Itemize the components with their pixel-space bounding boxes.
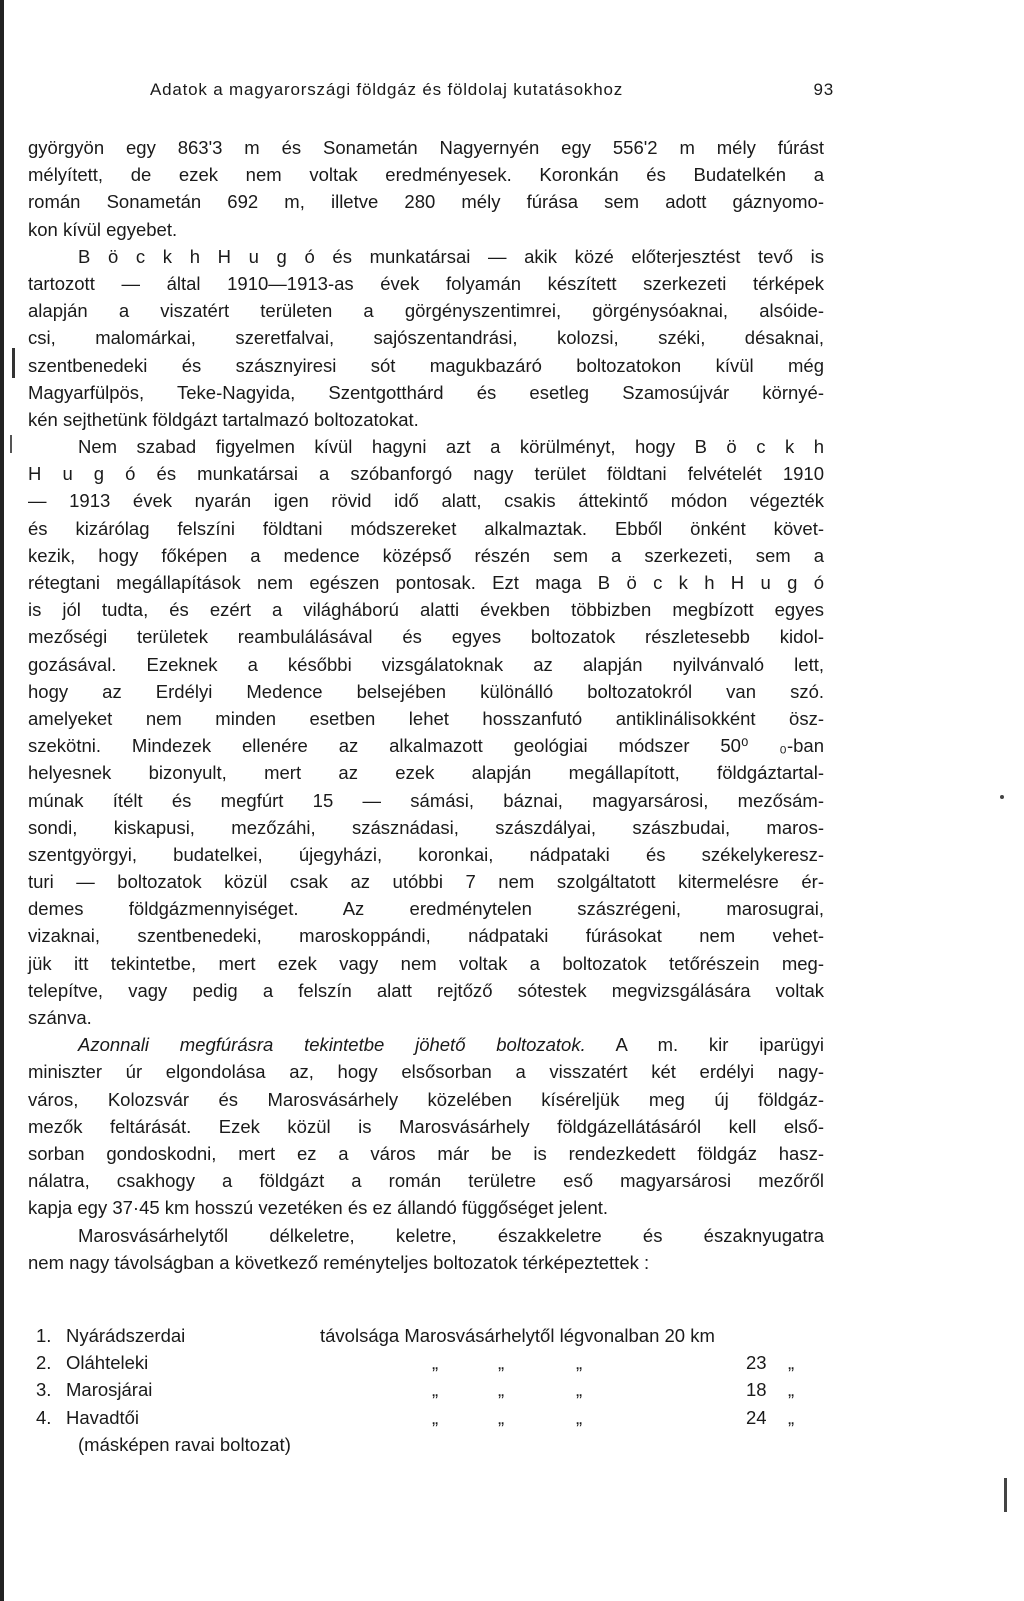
text-line: Nem szabad figyelmen kívül hagyni azt a körülményt, hogy B ö c k h	[78, 436, 824, 458]
text-line: szekötni. Mindezek ellenére az alkalmazott geológiai módszer 50⁰ ₀-ban	[28, 735, 824, 757]
text-line: és kizárólag felszíni földtani módszereket alkalmaztak. Ebből önként követ-	[28, 517, 824, 539]
scan-mark	[10, 435, 12, 453]
text-line: gozásával. Ezeknek a későbbi vizsgálatoknak az alapján nyilvánvaló lett,	[28, 653, 824, 675]
distance-value: 23	[746, 1352, 767, 1374]
scan-mark	[12, 348, 15, 378]
text-line: is jól tudta, és ezért a világháború alatti években többizben megbízott egyes	[28, 599, 824, 621]
list-name: Marosjárai	[66, 1379, 153, 1401]
list-number: 1.	[36, 1325, 52, 1346]
text-line: kon kívül egyebet.	[28, 218, 178, 240]
text-line: szentbenedeki és szásznyiresi sót magukbazáró boltozatokon kívül még	[28, 354, 824, 376]
ditto-mark: „	[498, 1379, 505, 1401]
ditto-mark: „	[498, 1352, 505, 1374]
ditto-mark: „	[788, 1406, 795, 1428]
text-line: nálatra, csakhogy a földgázt a román területre eső magyarsárosi mezőről	[28, 1170, 824, 1192]
ditto-mark: „	[788, 1379, 795, 1401]
text-line: mezőségi területek reambulálásával és egyes boltozatok részletesebb kidol-	[28, 626, 824, 648]
section-heading-line	[28, 1031, 824, 1058]
text-line: tartozott — által 1910—1913-as évek folyamán készített szerkezeti térképek	[28, 272, 824, 294]
text-line: alapján a viszatért területen a görgényszentimrei, görgénysóaknai, alsóide-	[28, 300, 824, 322]
text-line: sorban gondoskodni, mert ez a város már be is rendezkedett földgáz hasz-	[28, 1142, 824, 1164]
scan-dot	[1000, 795, 1004, 799]
heading-line-continuation: A m. kir iparügyi	[585, 1034, 824, 1056]
scan-mark	[1004, 1478, 1007, 1512]
text-line: Marosvásárhelytől délkeletre, keletre, északkeletre és északnyugatra	[78, 1224, 824, 1246]
list-name: Havadtői	[66, 1406, 140, 1428]
list-number: 2.	[36, 1352, 52, 1374]
text-line: B ö c k h H u g ó és munkatársai — akik közé előterjesztést tevő is	[78, 245, 824, 267]
distance-text: távolsága Marosvásárhelytől légvonalban 20 km	[320, 1325, 715, 1346]
text-line: turi — boltozatok közül csak az utóbbi 7 nem szolgáltatott kitermelésre ér-	[28, 871, 824, 893]
ditto-mark: „	[576, 1379, 583, 1401]
text-line: sondi, kiskapusi, mezőzáhi, szásznádasi, szászdályai, szászbudai, maros-	[28, 816, 824, 838]
text-line: mezők feltárását. Ezek közül is Marosvásárhely földgázellátásáról kell első-	[28, 1115, 824, 1137]
text-line: rétegtani megállapítások nem egészen pontosak. Ezt maga B ö c k h H u g ó	[28, 572, 824, 593]
text-line: román Sonametán 692 m, illetve 280 mély fúrása sem adott gáznyomo-	[28, 191, 824, 213]
text-line: szentgyörgyi, budatelkei, újegyházi, koronkai, nádpataki és székelykeresz-	[28, 843, 824, 865]
list-item	[28, 1376, 824, 1403]
text-line: miniszter úr elgondolása az, hogy elsősorban a visszatért két erdélyi nagy-	[28, 1061, 824, 1083]
list-number: 4.	[36, 1406, 52, 1428]
list-item	[28, 1404, 824, 1431]
text-line: amelyeket nem minden esetben lehet hosszanfutó antiklinálisokként ösz-	[28, 707, 824, 729]
italic-section-heading: Azonnali megfúrásra tekintetbe jöhető boltozatok.	[78, 1034, 586, 1056]
running-title: Adatok a magyarországi földgáz és földolaj kutatásokhoz	[150, 80, 624, 99]
text-line: jük itt tekintetbe, mert ezek vagy nem voltak a boltozatok tetőrészein meg-	[28, 952, 824, 974]
ditto-mark: „	[432, 1352, 439, 1374]
text-line: kapja egy 37·45 km hosszú vezetéken és ez állandó függőséget jelent.	[28, 1197, 609, 1219]
ditto-mark: „	[432, 1379, 439, 1401]
ditto-mark: „	[576, 1406, 583, 1428]
text-line: város, Kolozsvár és Marosvásárhely közelében kíséreljük meg új földgáz-	[28, 1088, 824, 1110]
distance-value: 24	[746, 1406, 767, 1428]
ditto-mark: „	[576, 1352, 583, 1374]
text-line: csi, malomárkai, szeretfalvai, sajószentandrási, kolozsi, széki, désaknai,	[28, 327, 824, 349]
ditto-mark: „	[498, 1406, 505, 1428]
text-line: kezik, hogy főképen a medence középső részén sem a szerkezeti, sem a	[28, 544, 824, 566]
list-item	[28, 1322, 824, 1349]
list-number: 3.	[36, 1379, 52, 1401]
scan-edge-shadow	[0, 0, 4, 1601]
text-line: kén sejthetünk földgázt tartalmazó boltozatokat.	[28, 408, 419, 430]
text-line: múnak ítélt és megfúrt 15 — sámási, báznai, magyarsárosi, mezősám-	[28, 789, 824, 811]
text-line: — 1913 évek nyarán igen rövid idő alatt, csakis áttekintő módon végezték	[28, 490, 824, 512]
list-note: (másképen ravai boltozat)	[78, 1433, 291, 1455]
text-line: györgyön egy 863'3 m és Sonametán Nagyernyén egy 556'2 m mély fúrást	[28, 137, 824, 158]
running-header	[150, 80, 834, 106]
list-note-row	[28, 1431, 824, 1458]
text-line: demes földgázmennyiséget. Az eredménytelen szászrégeni, marosugrai,	[28, 898, 824, 920]
text-line: vizaknai, szentbenedeki, maroskoppándi, nádpataki fúrásokat nem vehet-	[28, 925, 824, 947]
list-name: Oláhteleki	[66, 1352, 149, 1374]
text-line: nem nagy távolságban a következő reményteljes boltozatok térképeztettek :	[28, 1251, 650, 1273]
text-line: Magyarfülpös, Teke-Nagyida, Szentgotthárd és esetleg Szamosújvár környé-	[28, 381, 824, 403]
text-line: helyesnek bizonyult, mert az ezek alapján megállapított, földgáztartal-	[28, 762, 824, 784]
list-name: Nyárádszerdai	[66, 1325, 186, 1346]
body-text	[28, 134, 824, 1276]
text-line: szánva.	[28, 1007, 92, 1028]
ditto-mark: „	[432, 1406, 439, 1428]
page-number: 93	[813, 80, 834, 99]
ditto-mark: „	[788, 1352, 795, 1374]
list-item	[28, 1349, 824, 1376]
text-line: telepítve, vagy pedig a felszín alatt rejtőző sótestek megvizsgálására voltak	[28, 979, 824, 1001]
boltozat-list	[28, 1322, 824, 1458]
distance-value: 18	[746, 1379, 767, 1401]
text-line: mélyített, de ezek nem voltak eredményesek. Koronkán és Budatelkén a	[28, 164, 824, 186]
text-line: H u g ó és munkatársai a szóbanforgó nagy terület földtani felvételét 1910	[28, 463, 824, 485]
text-line: hogy az Erdélyi Medence belsejében különálló boltozatokról van szó.	[28, 680, 824, 702]
